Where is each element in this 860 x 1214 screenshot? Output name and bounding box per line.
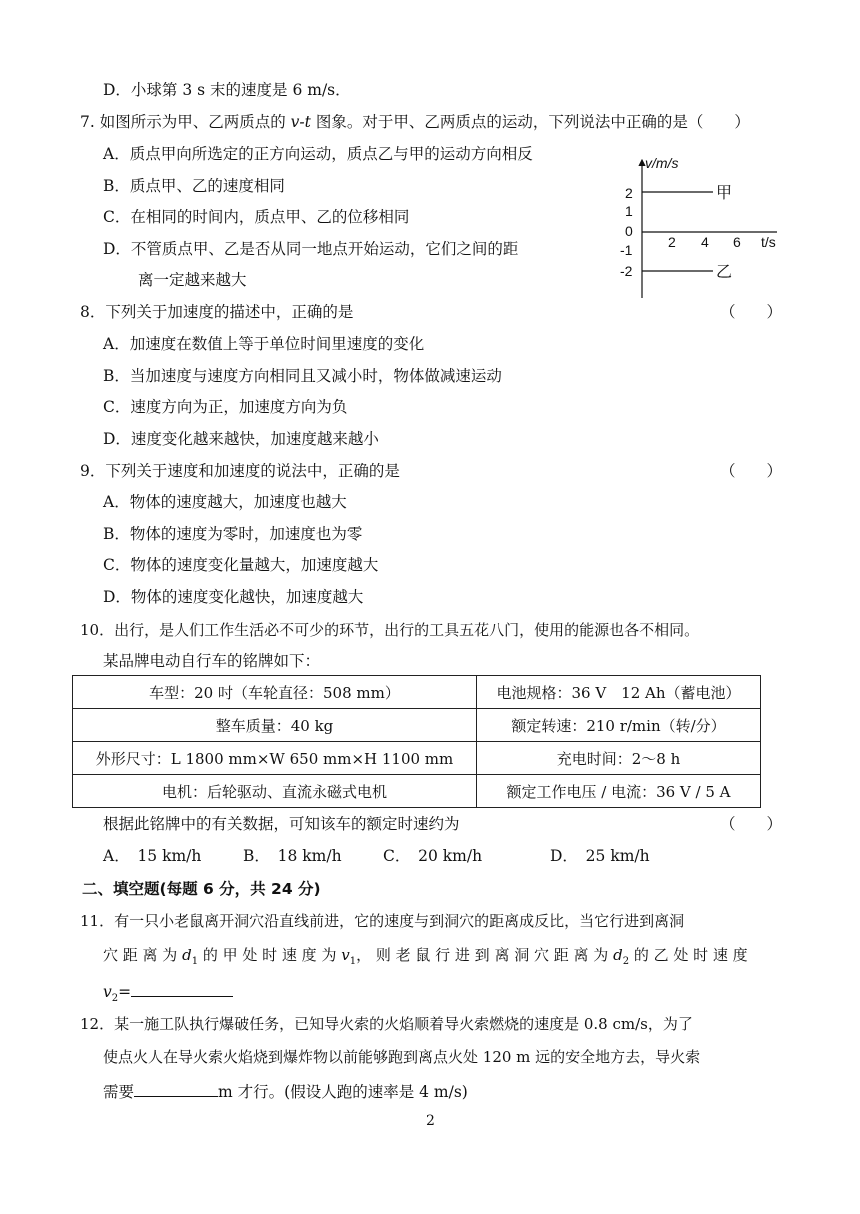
x-tick-4: 4 bbox=[701, 234, 709, 250]
q11-d1-sub: 1 bbox=[191, 956, 199, 967]
q10-stem-line2: 某品牌电动自行车的铭牌如下： bbox=[103, 652, 321, 670]
x-tick-6: 6 bbox=[733, 234, 741, 250]
q11-text-c: ， 则 老 鼠 行 进 到 离 洞 穴 距 离 为 bbox=[356, 946, 614, 964]
q10-answer-paren: （ ） bbox=[720, 815, 783, 833]
q12-text-b: m 才行。(假设人跑的速率是 4 m/s) bbox=[218, 1083, 468, 1101]
table-cell: 额定转速：210 r/min（转/分） bbox=[477, 709, 761, 742]
page-number: 2 bbox=[426, 1113, 435, 1129]
y-tick-neg2: -2 bbox=[620, 263, 633, 279]
section-title-fill-in: 二、填空题(每题 6 分，共 24 分) bbox=[82, 880, 321, 898]
q11-d1: d bbox=[182, 946, 192, 964]
q11-v1-sub: 1 bbox=[349, 956, 357, 967]
line-yi-label: 乙 bbox=[716, 264, 733, 281]
nameplate-table bbox=[72, 675, 761, 808]
q9-option-a: A．物体的速度越大，加速度也越大 bbox=[103, 493, 347, 511]
q10-stem-line1: 10．出行，是人们工作生活必不可少的环节，出行的工具五花八门，使用的能源也各不相同。 bbox=[80, 621, 700, 639]
y-axis-label: v/m/s bbox=[645, 155, 679, 171]
table-cell: 车型：20 吋（车轮直径：508 mm） bbox=[73, 676, 477, 709]
q12-line1: 12．某一施工队执行爆破任务，已知导火索的火焰顺着导火索燃烧的速度是 0.8 cm/s，为了 bbox=[80, 1015, 693, 1033]
q12-answer-blank[interactable] bbox=[134, 1080, 218, 1097]
q11-equals: = bbox=[118, 983, 132, 1001]
q9-answer-paren: （ ） bbox=[720, 462, 783, 480]
y-tick-2: 2 bbox=[625, 185, 633, 201]
table-cell: 充电时间：2～8 h bbox=[477, 742, 761, 775]
q6-option-d: D．小球第 3 s 末的速度是 6 m/s． bbox=[103, 81, 351, 99]
q7-option-a: A．质点甲向所选定的正方向运动，质点乙与甲的运动方向相反 bbox=[103, 145, 533, 163]
q9-stem: 9．下列关于速度和加速度的说法中，正确的是 bbox=[80, 462, 400, 480]
q11-text-d: 的 乙 处 时 速 度 bbox=[629, 946, 748, 964]
q7-option-d-line2: 离一定越来越大 bbox=[138, 271, 247, 289]
table-row bbox=[73, 775, 761, 808]
q8-answer-paren: （ ） bbox=[720, 303, 783, 321]
q11-line1: 11．有一只小老鼠离开洞穴沿直线前进，它的速度与到洞穴的距离成反比，当它行进到离洞 bbox=[80, 912, 685, 930]
q7-option-d-line1: D．不管质点甲、乙是否从同一地点开始运动，它们之间的距 bbox=[103, 240, 519, 258]
table-cell: 额定工作电压 / 电流：36 V / 5 A bbox=[477, 775, 761, 808]
table-cell: 整车质量：40 kg bbox=[73, 709, 477, 742]
q8-option-d: D．速度变化越来越快，加速度越来越小 bbox=[103, 430, 379, 448]
q11-d2: d bbox=[613, 946, 623, 964]
q11-v1: v bbox=[341, 946, 350, 964]
q7-stem-vt: v-t bbox=[290, 113, 311, 131]
q10-ask: 根据此铭牌中的有关数据，可知该车的额定时速约为 bbox=[103, 815, 460, 833]
q7-stem bbox=[80, 112, 750, 132]
table-row bbox=[73, 742, 761, 775]
q8-stem: 8．下列关于加速度的描述中，正确的是 bbox=[80, 303, 354, 321]
q10-option-b: B． 18 km/h bbox=[243, 847, 342, 865]
y-tick-1: 1 bbox=[625, 203, 633, 219]
q7-option-b: B．质点甲、乙的速度相同 bbox=[103, 177, 285, 195]
x-axis-label: t/s bbox=[761, 234, 776, 250]
q8-option-a: A．加速度在数值上等于单位时间里速度的变化 bbox=[103, 335, 425, 353]
vt-graph bbox=[615, 152, 790, 300]
q9-option-d: D．物体的速度变化越快，加速度越大 bbox=[103, 588, 364, 606]
q7-stem-a: 7. 如图所示为甲、乙两质点的 bbox=[80, 113, 291, 131]
q10-option-a: A． 15 km/h bbox=[103, 847, 202, 865]
q11-line3 bbox=[103, 980, 233, 1009]
q11-text-b: 的 甲 处 时 速 度 为 bbox=[198, 946, 342, 964]
table-cell: 外形尺寸：L 1800 mm×W 650 mm×H 1100 mm bbox=[73, 742, 477, 775]
q11-v2: v bbox=[103, 983, 112, 1001]
q12-line3 bbox=[103, 1080, 468, 1102]
q7-option-c: C．在相同的时间内，质点甲、乙的位移相同 bbox=[103, 208, 410, 226]
q11-v2-sub: 2 bbox=[111, 993, 119, 1005]
q12-text-a: 需要 bbox=[103, 1083, 135, 1101]
y-tick-neg1: -1 bbox=[620, 242, 633, 258]
q11-line2 bbox=[103, 945, 748, 972]
table-cell: 电池规格：36 V 12 Ah（蓄电池） bbox=[477, 676, 761, 709]
table-row bbox=[73, 676, 761, 709]
q9-option-c: C．物体的速度变化量越大，加速度越大 bbox=[103, 556, 379, 574]
q10-option-c: C． 20 km/h bbox=[383, 847, 483, 865]
q11-answer-blank[interactable] bbox=[131, 980, 233, 997]
q7-stem-b: 图象。对于甲、乙两质点的运动，下列说法中正确的是（ ） bbox=[310, 113, 750, 131]
table-cell: 电机：后轮驱动、直流永磁式电机 bbox=[73, 775, 477, 808]
q10-option-d: D． 25 km/h bbox=[550, 847, 650, 865]
q8-option-c: C．速度方向为正，加速度方向为负 bbox=[103, 398, 348, 416]
q8-option-b: B．当加速度与速度方向相同且又减小时，物体做减速运动 bbox=[103, 367, 502, 385]
y-tick-0: 0 bbox=[625, 223, 633, 239]
q12-line2: 使点火人在导火索火焰烧到爆炸物以前能够跑到离点火处 120 m 远的安全地方去，导火索 bbox=[103, 1048, 701, 1066]
line-jia-label: 甲 bbox=[716, 185, 733, 202]
q11-text-a: 穴 距 离 为 bbox=[103, 946, 183, 964]
q11-d2-sub: 2 bbox=[622, 956, 630, 967]
vt-graph-svg bbox=[615, 152, 790, 300]
table-row bbox=[73, 709, 761, 742]
x-tick-2: 2 bbox=[668, 234, 676, 250]
q9-option-b: B．物体的速度为零时，加速度也为零 bbox=[103, 525, 363, 543]
